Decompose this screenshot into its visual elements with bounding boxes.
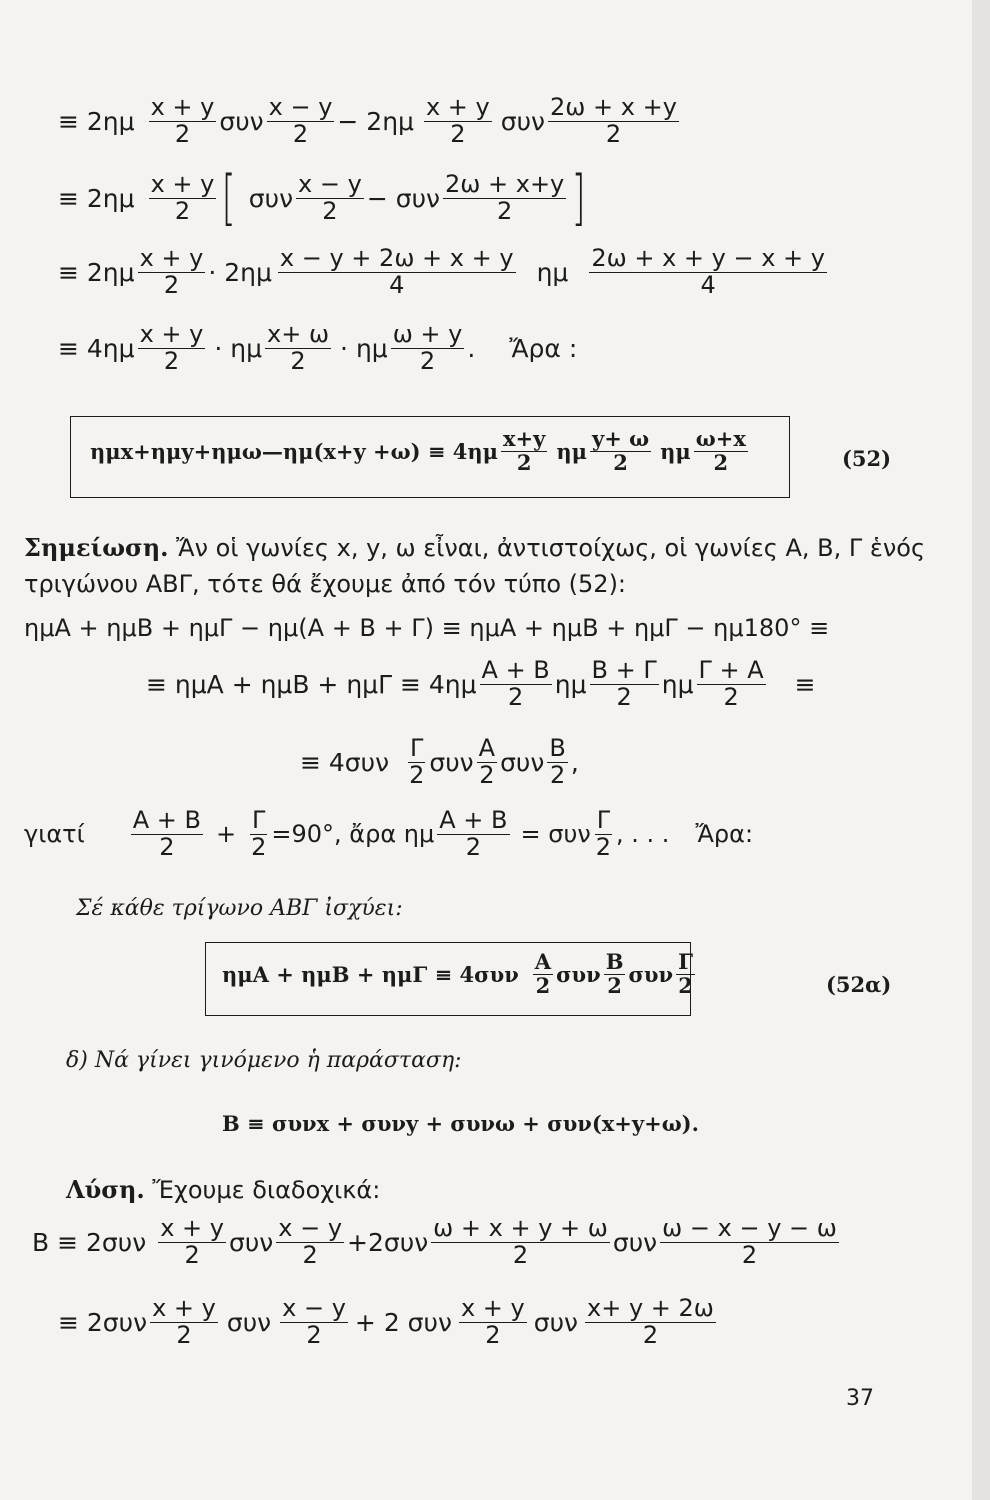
fraction: $\frac{x - y}{2}$ [268, 93, 333, 148]
derivation-line-3: ≡ 2ημ $\frac{x + y}{2}$ · 2ημ $\frac{x - y + 2\omega + x + y}{4}$ ημ $\frac{2\omega + x + y - x + y}{4}$ [58, 244, 825, 299]
fraction: $\frac{\Gamma}{2}$ [595, 806, 612, 861]
fraction: $\frac{\omega + x + y + \omega}{2}$ [433, 1214, 608, 1269]
fraction: $\frac{\Gamma}{2}$ [251, 806, 267, 861]
fraction: $\frac{2\omega + x + y - x + y}{4}$ [591, 244, 825, 299]
fraction: $\frac{x - y}{2}$ [282, 1294, 346, 1349]
fraction: $\frac{x + y}{2}$ [160, 1214, 224, 1269]
fraction: $\frac{x - y + 2\omega + x + y}{4}$ [279, 244, 514, 299]
triangle-line-2: ≡ ημΑ + ημΒ + ημΓ ≡ 4ημ $\frac{A + B}{2}$ ημ $\frac{B + \Gamma}{2}$ ημ $\frac{\Gamma + A}{2}$ ≡ [146, 656, 816, 711]
derivation-line-2: ≡ 2ημ $\frac{x + y}{2}$ [ συν $\frac{x - y}{2}$ − συν $\frac{2\omega + x+y}{2}$ ] [58, 163, 586, 233]
note-paragraph: Σημείωση. Ἄν οἱ γωνίες x, y, ω εἶναι, ἀντιστοίχως, οἱ γωνίες Α, Β, Γ ἑνός τριγώνου ΑΒΓ, τότε θά ἔχουμε ἀπό τόν τύπο (52): [24, 533, 926, 598]
problem-d: δ) Νά γίνει γινόμενο ἡ παράσταση: [66, 1048, 462, 1073]
solution-line-1: Β ≡ 2συν $\frac{x + y}{2}$ συν $\frac{x - y}{2}$ +2συν $\frac{\omega + x + y + \omega}{2}$ συν $\frac{\omega - x - y - \omega}{2}$ [32, 1214, 837, 1269]
page-edge-shadow [972, 0, 990, 1500]
fraction: $\frac{B}{2}$ [549, 734, 566, 789]
formula-52a: ημΑ + ημΒ + ημΓ ≡ 4συν $\frac{A}{2}$ συν $\frac{B}{2}$ συν $\frac{\Gamma}{2}$ [222, 949, 693, 998]
fraction: $\frac{x + y}{2}$ [425, 93, 490, 148]
solution-line-2: ≡ 2συν $\frac{x + y}{2}$ συν $\frac{x - y}{2}$ + 2 συν $\frac{x + y}{2}$ συν $\frac{x+ y + 2\omega}{2}$ [58, 1294, 714, 1349]
solution-label: Λύση. Ἔχουμε διαδοχικά: [66, 1175, 381, 1204]
fraction: $\frac{A}{2}$ [534, 949, 552, 998]
derivation-line-4: ≡ 4ημ $\frac{x + y}{2}$ · ημ $\frac{x+ \omega}{2}$ · ημ $\frac{\omega + y}{2}$ . Ἄρα : [58, 320, 578, 375]
page-number: 37 [846, 1386, 874, 1411]
fraction: $\frac{\omega - x - y - \omega}{2}$ [662, 1214, 837, 1269]
fraction: $\frac{x + y}{2}$ [152, 1294, 216, 1349]
fraction: $\frac{\Gamma}{2}$ [678, 949, 693, 998]
fraction: $\frac{2\omega + x +y}{2}$ [550, 93, 677, 148]
in-triangle-statement: Σέ κάθε τρίγωνο ΑΒΓ ἰσχύει: [76, 896, 403, 921]
fraction: $\frac{x - y}{2}$ [298, 169, 362, 225]
fraction: $\frac{\omega + y}{2}$ [392, 320, 463, 375]
fraction: $\frac{y+ \omega}{2}$ [592, 426, 650, 475]
derivation-line-1: ≡ 2ημ $\frac{x + y}{2}$ συν $\frac{x - y}{2}$ − 2ημ $\frac{x + y}{2}$ συν $\frac{2\omega + x +y}{2}$ [58, 93, 677, 148]
fraction: $\frac{\omega+x}{2}$ [695, 426, 746, 475]
expression-b: Β ≡ συνx + συνy + συνω + συν(x+y+ω). [222, 1111, 699, 1136]
fraction: $\frac{B + \Gamma}{2}$ [591, 656, 657, 711]
fraction: $\frac{x + y}{2}$ [150, 169, 215, 225]
fraction: $\frac{x+ y + 2\omega}{2}$ [587, 1294, 714, 1349]
fraction: $\frac{x + y}{2}$ [460, 1294, 525, 1349]
fraction: $\frac{A + B}{2}$ [132, 806, 201, 861]
fraction: $\frac{\Gamma}{2}$ [409, 734, 425, 789]
equation-number-52: (52) [842, 446, 892, 471]
equation-number-52a: (52α) [826, 972, 892, 997]
fraction: $\frac{x + y}{2}$ [139, 244, 204, 299]
fraction: $\frac{B}{2}$ [605, 949, 624, 998]
fraction: $\frac{\Gamma + A}{2}$ [698, 656, 764, 711]
fraction: $\frac{x + y}{2}$ [150, 93, 215, 148]
fraction: $\frac{x+ \omega}{2}$ [267, 320, 330, 375]
fraction: $\frac{x - y}{2}$ [278, 1214, 343, 1269]
triangle-line-3: ≡ 4συν $\frac{\Gamma}{2}$ συν $\frac{A}{2}$ συν $\frac{B}{2}$ , [300, 734, 579, 789]
fraction: $\frac{2\omega + x+y}{2}$ [445, 169, 565, 225]
formula-52: ημx+ημy+ημω—ημ(x+y +ω) ≡ 4ημ $\frac{x+y}{2}$ ημ $\frac{y+ \omega}{2}$ ημ $\frac{\omega+x}{2}$ [90, 426, 746, 475]
fraction: $\frac{A}{2}$ [478, 734, 496, 789]
triangle-line-1: ημΑ + ημΒ + ημΓ − ημ(Α + Β + Γ) ≡ ημΑ + ημΒ + ημΓ − ημ180° ≡ [24, 614, 830, 642]
fraction: $\frac{A + B}{2}$ [439, 806, 508, 861]
triangle-line-4: γιατί $\frac{A + B}{2}$ + $\frac{\Gamma}{2}$ =90°, ἄρα ημ $\frac{A + B}{2}$ = συν $\frac{\Gamma}{2}$ , . . . Ἄρα: [24, 806, 754, 861]
fraction: $\frac{A + B}{2}$ [481, 656, 550, 711]
fraction: $\frac{x + y}{2}$ [139, 320, 204, 375]
fraction: $\frac{x+y}{2}$ [503, 426, 546, 475]
